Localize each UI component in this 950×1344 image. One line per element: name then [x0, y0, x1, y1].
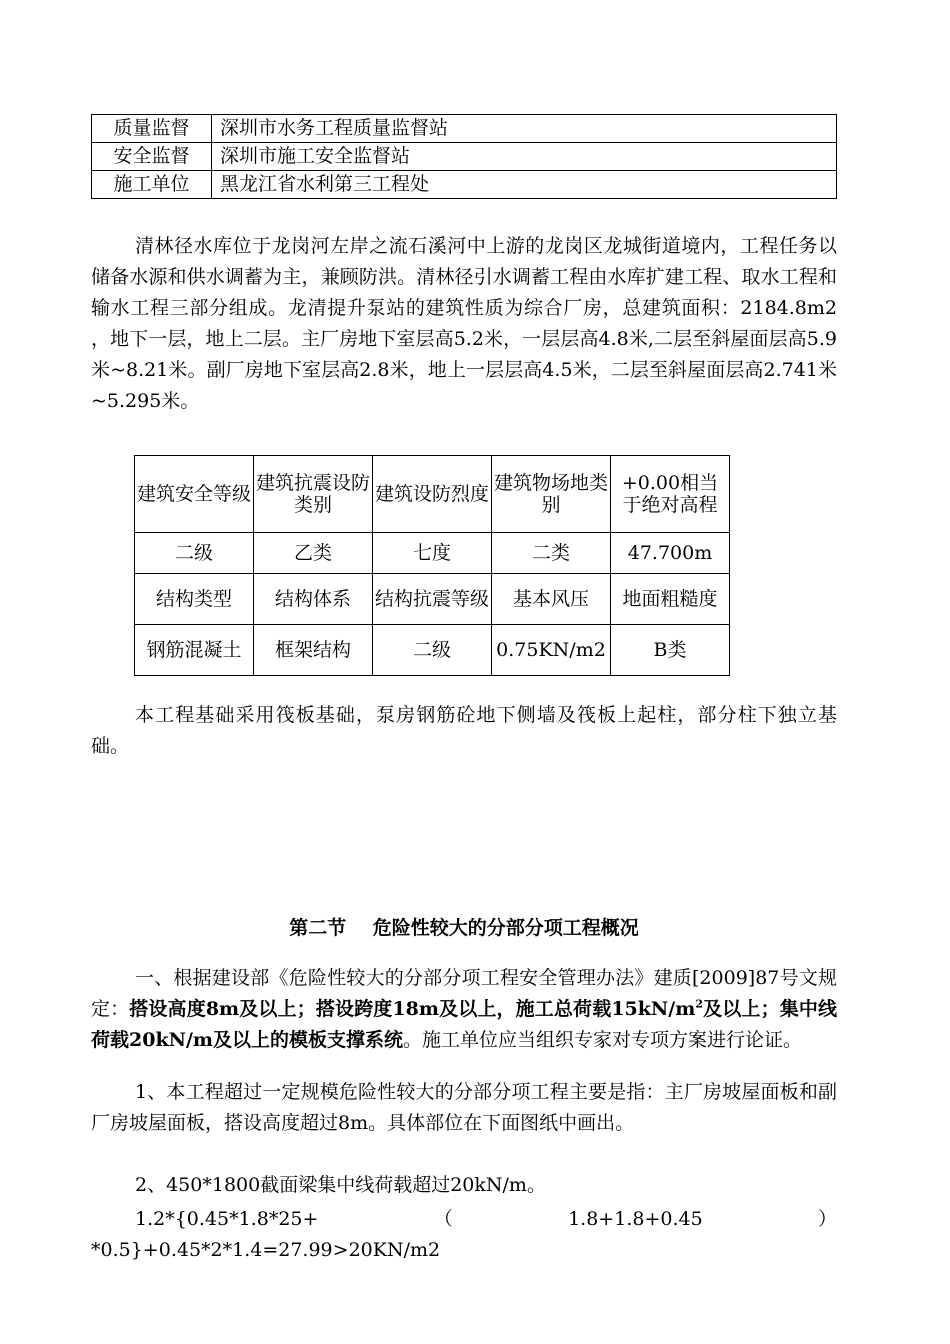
table-cell: 二级: [373, 625, 492, 676]
table-cell: 47.700m: [611, 533, 730, 574]
table-row: [92, 115, 837, 143]
regulation-tail: 。施工单位应当组织专家对专项方案进行论证。: [403, 1029, 803, 1051]
regulation-lead: 一、根据建设部《危险性较大的分部分项工程安全管理办法》建质[2009]87号文规定：: [91, 967, 837, 1020]
table-cell: 建筑抗震设防类别: [254, 456, 373, 533]
building-attributes-table: [134, 455, 730, 676]
table-cell: 框架结构: [254, 625, 373, 676]
table-cell: 结构类型: [135, 574, 254, 625]
regulation-paragraph: [91, 963, 837, 1056]
section-title: 第二节 危险性较大的分部分项工程概况: [289, 917, 639, 939]
info-label: 安全监督: [92, 143, 212, 171]
table-cell: 地面粗糙度: [611, 574, 730, 625]
table-cell: 二级: [135, 533, 254, 574]
info-value: 深圳市施工安全监督站: [212, 143, 837, 171]
table-row: [92, 143, 837, 171]
table-cell: 0.75KN/m2: [492, 625, 611, 676]
info-label: 施工单位: [92, 171, 212, 199]
table-row: [92, 171, 837, 199]
intro-paragraph: 清林径水库位于龙岗河左岸之流石溪河中上游的龙岗区龙城街道境内，工程任务以储备水源和供水调蓄为主，兼顾防洪。清林径引水调蓄工程由水库扩建工程、取水工程和输水工程三部分组成。龙清提升泵站的建筑性质为综合厂房，总建筑面积：2184.8m2 ，地下一层，地上二层。主厂房地下室层高5.2米，一层层高4.8米,二层至斜屋面层高5.9米~8.21米。副厂房地下室层高2.8米，地上一层层高4.5米，二层至斜屋面层高2.741米~5.295米。: [91, 235, 837, 412]
info-value: 深圳市水务工程质量监督站: [212, 115, 837, 143]
table-cell: 七度: [373, 533, 492, 574]
info-table: [91, 114, 837, 199]
table-cell: B类: [611, 625, 730, 676]
table-cell: 钢筋混凝土: [135, 625, 254, 676]
table-cell: 结构体系: [254, 574, 373, 625]
foundation-paragraph: 本工程基础采用筏板基础，泵房钢筋砼地下侧墙及筏板上起柱，部分柱下独立基础。: [91, 704, 837, 757]
table-row: [135, 574, 730, 625]
regulation-bold-b: 及以上；集中线荷载20kN/m及以上的模板支撑系统: [91, 998, 837, 1051]
table-cell: +0.00相当于绝对高程: [611, 456, 730, 533]
regulation-sup: 2: [695, 997, 704, 1011]
beam-load-paragraph: 2、450*1800截面梁集中线荷载超过20kN/m。: [135, 1174, 546, 1196]
regulation-bold-a: 搭设高度8m及以上；搭设跨度18m及以上，施工总荷载15kN/m: [129, 998, 696, 1020]
table-cell: 乙类: [254, 533, 373, 574]
table-row: [135, 456, 730, 533]
table-cell: 二类: [492, 533, 611, 574]
table-cell: 结构抗震等级: [373, 574, 492, 625]
table-row: [135, 625, 730, 676]
table-cell: 基本风压: [492, 574, 611, 625]
load-formula: 1.2*{0.45*1.8*25+（1.8+1.8+0.45）*0.5}+0.45*2*1.4=27.99>20KN/m2: [91, 1208, 837, 1261]
info-label: 质量监督: [92, 115, 212, 143]
scope-paragraph: 1、本工程超过一定规模危险性较大的分部分项工程主要是指：主厂房坡屋面板和副厂房坡屋面板，搭设高度超过8m。具体部位在下面图纸中画出。: [91, 1081, 837, 1134]
table-cell: 建筑安全等级: [135, 456, 254, 533]
table-row: [135, 533, 730, 574]
info-value: 黑龙江省水利第三工程处: [212, 171, 837, 199]
table-cell: 建筑物场地类别: [492, 456, 611, 533]
table-cell: 建筑设防烈度: [373, 456, 492, 533]
